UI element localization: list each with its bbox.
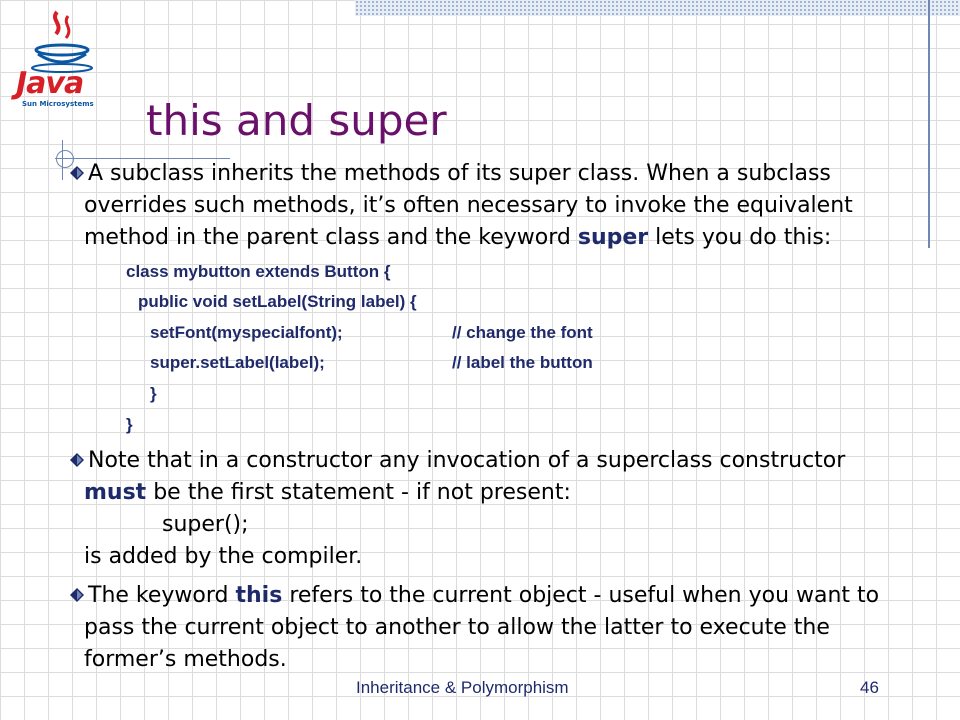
bullet-3-line-2: pass the current object to another to allow the latter to execute the (84, 615, 830, 640)
footer-title: Inheritance & Polymorphism (356, 678, 569, 697)
diamond-bullet-icon (70, 453, 84, 467)
header-dot-band (355, 0, 960, 16)
keyword-must: must (84, 480, 147, 505)
bullet-3-line-1-post: refers to the current object - useful when you want to (282, 583, 880, 608)
bullet-2-line-2-post: be the first statement - if not present: (146, 480, 571, 505)
bullet-1-line-3-pre: method in the parent class and the keyword (84, 225, 578, 250)
keyword-super: super (577, 225, 649, 250)
bullet-1-line-3 (84, 222, 831, 253)
code-line-1: class mybutton extends Button { (126, 262, 391, 281)
bullet-2-line-2 (84, 477, 571, 508)
keyword-this: this (235, 583, 283, 608)
bullet-1-line-3-post: lets you do this: (648, 225, 832, 250)
diamond-bullet-icon (70, 588, 84, 602)
page-number: 46 (860, 678, 879, 697)
bullet-1-line-2: overrides such methods, it’s often necessary to invoke the equivalent (84, 193, 853, 218)
java-wordmark: Java (16, 66, 84, 101)
sun-microsystems-label: Sun Microsystems (22, 100, 94, 108)
bullet-1-line-1: A subclass inherits the methods of its super class. When a subclass (88, 161, 831, 186)
code-line-3-comment: // change the font (452, 323, 593, 342)
code-line-5: } (150, 384, 157, 403)
right-accent-rule (928, 0, 930, 248)
bullet-2-line-3: super(); (162, 512, 249, 537)
code-line-3-statement: setFont(myspecialfont); (150, 323, 343, 342)
bullet-2-line-1: Note that in a constructor any invocation of a superclass constructor (88, 448, 846, 473)
bullet-2-line-4: is added by the compiler. (84, 544, 363, 569)
diamond-bullet-icon (70, 166, 84, 180)
code-line-4-statement: super.setLabel(label); (150, 353, 325, 372)
code-line-4-comment: // label the button (452, 353, 593, 372)
bullet-3-line-1 (88, 580, 879, 611)
slide-title: this and super (146, 96, 447, 145)
bullet-3-line-3: former’s methods. (84, 647, 287, 672)
code-line-2: public void setLabel(String label) { (138, 292, 417, 311)
bullet-3-line-1-pre: The keyword (88, 583, 236, 608)
code-line-6: } (126, 415, 133, 434)
